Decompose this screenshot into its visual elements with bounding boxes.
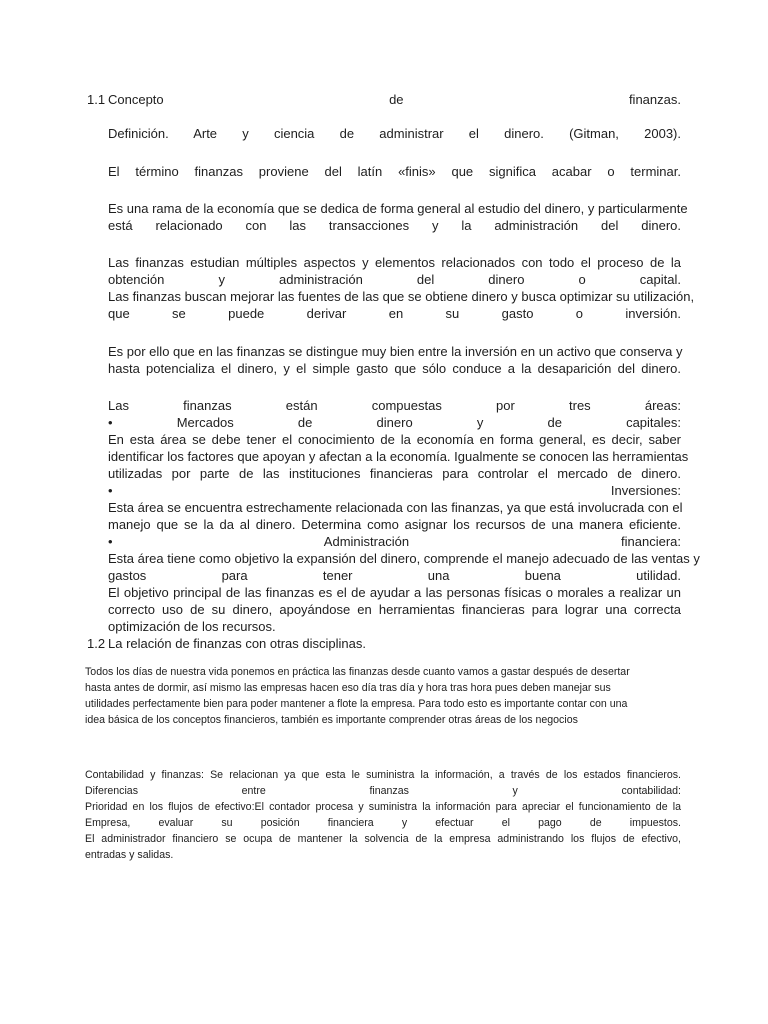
etymology-paragraph: El término finanzas proviene del latín «finis» que significa acabar o terminar.	[108, 164, 681, 179]
paragraph-line: En esta área se debe tener el conocimiento de la economía en forma general, es decir, saber	[108, 432, 681, 447]
bullet-item: • Mercados de dinero y de capitales:	[108, 415, 681, 430]
paragraph-line: utilidades perfectamente bien para poder mantener a flote la empresa. Para todo esto es importante contar con una	[85, 698, 628, 710]
paragraph-line: Es una rama de la economía que se dedica de forma general al estudio del dinero, y particularmente	[108, 201, 688, 216]
paragraph-line: que se puede derivar en su gasto o inversión.	[108, 306, 681, 321]
heading-word: finanzas.	[628, 92, 681, 107]
paragraph-line: identificar los factores que apoyan y afectan a la economía. Igualmente se conocen las herramientas	[108, 449, 689, 464]
heading-word: Concepto	[108, 92, 164, 107]
bullet-item: • Administración financiera:	[108, 534, 681, 549]
definition-paragraph: Definición. Arte y ciencia de administrar el dinero. (Gitman, 2003).	[108, 126, 681, 141]
paragraph-line: El objetivo principal de las finanzas es el de ayudar a las personas físicas o morales a realizar un	[108, 585, 681, 600]
paragraph-line: Todos los días de nuestra vida ponemos en práctica las finanzas desde cuanto vamos a gastar después de desertar	[85, 666, 630, 678]
paragraph-line: Contabilidad y finanzas: Se relacionan ya que esta le suministra la información, a través de los estados financieros.	[85, 769, 681, 781]
paragraph-line: Las finanzas estudian múltiples aspectos y elementos relacionados con todo el proceso de la	[108, 255, 681, 270]
section-heading: La relación de finanzas con otras disciplinas.	[108, 636, 366, 651]
paragraph-line: Las finanzas buscan mejorar las fuentes de las que se obtiene dinero y busca optimizar su utilización,	[108, 289, 695, 304]
paragraph-line: manejo que se la da al dinero. Determina como asignar los recursos de una manera eficiente.	[108, 517, 681, 532]
paragraph-line: correcto uso de su dinero, apoyándose en herramientas financieras para lograr una correcta	[108, 602, 681, 617]
paragraph-line: El administrador financiero se ocupa de mantener la solvencia de la empresa administrando los flujos de efectivo,	[85, 833, 681, 845]
heading-word: de	[389, 92, 404, 107]
paragraph-line: optimización de los recursos.	[108, 619, 276, 634]
paragraph-line: Empresa, evaluar su posición financiera y efectuar el pago de impuestos.	[85, 817, 681, 829]
bullet-item: • Inversiones:	[108, 483, 681, 498]
paragraph-line: Esta área tiene como objetivo la expansión del dinero, comprende el manejo adecuado de las ventas y	[108, 551, 700, 566]
paragraph-line: gastos para tener una buena utilidad.	[108, 568, 681, 583]
paragraph-line: idea básica de los conceptos financieros, también es importante comprender otras áreas de los negocios	[85, 714, 578, 726]
paragraph-line: obtención y administración del dinero o capital.	[108, 272, 681, 287]
paragraph-line: Prioridad en los flujos de efectivo:El contador procesa y suministra la información para apreciar el funcionamiento de la	[85, 801, 681, 813]
paragraph-line: hasta antes de dormir, así mismo las empresas hacen eso día tras día y hora tras hora pues deben manejar sus	[85, 682, 611, 694]
section-number: 1.2	[87, 636, 106, 651]
paragraph-line: entradas y salidas.	[85, 849, 174, 861]
paragraph-line: utilizadas por parte de las instituciones financieras para controlar el mercado de dinero.	[108, 466, 681, 481]
paragraph-line: Es por ello que en las finanzas se distingue muy bien entre la inversión en un activo que conserva y	[108, 344, 683, 359]
section-heading	[108, 91, 681, 108]
paragraph-line: está relacionado con las transacciones y la administración del dinero.	[108, 218, 681, 233]
section-number: 1.1	[87, 92, 106, 107]
paragraph-line: Diferencias entre finanzas y contabilidad:	[85, 785, 681, 797]
paragraph-line: Esta área se encuentra estrechamente relacionada con las finanzas, ya que está involucrada con el	[108, 500, 683, 515]
paragraph-line: Las finanzas están compuestas por tres áreas:	[108, 398, 681, 413]
paragraph-line: hasta potencializa el dinero, y el simple gasto que sólo conduce a la desaparición del dinero.	[108, 361, 681, 376]
